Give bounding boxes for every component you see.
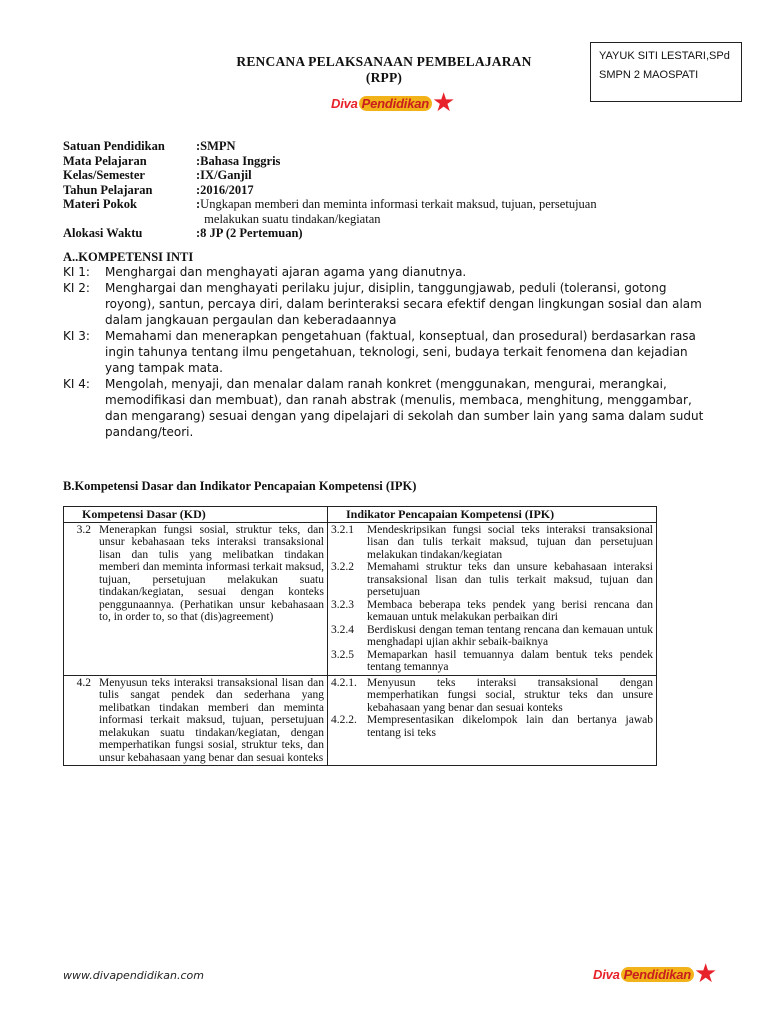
ki-code: KI 2:: [63, 281, 90, 295]
footer-url[interactable]: www.divapendidikan.com: [63, 969, 204, 982]
author-box: [590, 42, 742, 102]
logo-wordmark: [593, 967, 694, 982]
ki-item: [63, 376, 713, 440]
identity-separator: :: [196, 226, 201, 240]
identity-label: Tahun Pelajaran: [63, 182, 153, 197]
ipk-text: Mempresentasikan dikelompok lain dan bertanya jawab tentang isi teks: [367, 714, 653, 739]
identity-label: Materi Pokok: [63, 197, 137, 211]
ipk-text: Memaparkan hasil temuannya dalam bentuk teks pendek tentang temannya: [367, 648, 653, 673]
ki-code: KI 3:: [63, 329, 90, 343]
ipk-code: 3.2.5: [331, 648, 354, 661]
document-title: RENCANA PELAKSANAAN PEMBELAJARAN: [236, 54, 532, 69]
table-row: [64, 522, 657, 675]
logo-text-pendidikan: Pendidikan: [621, 967, 694, 982]
ipk-item: [331, 714, 653, 739]
ki-text: Memahami dan menerapkan pengetahuan (faktual, konseptual, dan prosedural) berdasarkan rasa ingin tahunya tentang ilmu pengetahuan, teknologi, seni, budaya terkait fenomena dan kejadian yang tampak mata.: [105, 329, 696, 375]
kd-ipk-table: [63, 506, 657, 766]
identity-block: [63, 139, 597, 241]
materi-pokok-line1: Ungkapan memberi dan meminta informasi terkait maksud, tujuan, persetujuan: [200, 197, 597, 211]
section-b-heading: B.Kompetensi Dasar dan Indikator Pencapaian Kompetensi (IPK): [63, 479, 417, 493]
identity-separator: :: [196, 168, 201, 182]
ki-code: KI 4:: [63, 377, 90, 391]
table-header-row: [64, 507, 657, 523]
document-subtitle: (RPP): [365, 70, 403, 85]
ipk-text: Menyusun teks interaksi transaksional dengan memperhatikan fungsi social, struktur teks dan unsure kebahasaan yang benar dan sesuai konteks: [367, 676, 653, 714]
identity-label: Alokasi Waktu: [63, 226, 143, 240]
ipk-text: Memahami struktur teks dan unsure kebahasaan interaksi transaksional lisan dan tulis terkait maksud, tujuan dan persetujuan: [367, 561, 653, 598]
ki-code: KI 1:: [63, 265, 90, 279]
ipk-cell: [328, 522, 657, 675]
ki-list: [63, 264, 713, 440]
logo-text-diva: Diva: [331, 95, 358, 111]
identity-separator: :: [196, 182, 201, 197]
ki-item: [63, 264, 713, 280]
column-header-ipk: Indikator Pencapaian Kompetensi (IPK): [328, 507, 657, 523]
logo-text-diva: Diva: [593, 966, 620, 982]
ki-item: [63, 280, 713, 328]
logo-star-icon: ★: [694, 959, 718, 988]
identity-value: 8 JP (2 Pertemuan): [200, 226, 303, 240]
identity-value: Bahasa Inggris: [200, 153, 281, 168]
identity-value: IX/Ganjil: [200, 168, 252, 182]
column-header-kd: Kompetensi Dasar (KD): [64, 507, 328, 523]
ipk-item: [331, 599, 653, 624]
logo-text-pendidikan: Pendidikan: [359, 96, 432, 111]
identity-label: Mata Pelajaran: [63, 153, 147, 168]
footer-logo: [593, 961, 717, 987]
kd-code: 3.2: [76, 523, 91, 536]
ipk-code: 3.2.2: [331, 561, 354, 573]
identity-row: [63, 197, 597, 226]
ipk-code: 3.2.1: [331, 523, 354, 536]
ipk-text: Membaca beberapa teks pendek yang berisi rencana dan kemauan untuk melakukan perbaikan diri: [367, 598, 653, 623]
identity-row: [63, 168, 597, 183]
kd-text: Menyusun teks interaksi transaksional lisan dan tulis sangat pendek dan sederhana yang melibatkan tindakan memberi dan meminta informasi terkait maksud, tujuan, persetujuan melakukan suatu tindakan/kegiatan, dengan memperhatikan fungsi sosial, struktur teks, dan unsur kebahasaan yang benar dan sesuai konteks: [99, 676, 324, 764]
ipk-code: 4.2.2.: [331, 714, 357, 726]
identity-separator: :: [196, 139, 201, 153]
materi-pokok-line2: melakukan suatu tindakan/kegiatan: [204, 211, 381, 226]
ki-text: Mengolah, menyaji, dan menalar dalam ranah konkret (menggunakan, mengurai, merangkai, memodifikasi dan membuat), dan ranah abstrak (menulis, membaca, menghitung, menggambar, dan mengarang) sesuai dengan yang dipelajari di sekolah dan sumber lain yang sama dalam sudut pandang/teori.: [105, 377, 704, 439]
section-a-heading: A..KOMPETENSI INTI: [63, 250, 194, 264]
ki-text: Menghargai dan menghayati ajaran agama yang dianutnya.: [105, 265, 467, 279]
identity-row: [63, 154, 597, 169]
author-name: YAYUK SITI LESTARI,SPd: [599, 50, 730, 62]
identity-row: [63, 139, 597, 154]
ipk-item: [331, 524, 653, 562]
logo-star-icon: ★: [432, 88, 456, 117]
author-school: SMPN 2 MAOSPATI: [599, 69, 699, 81]
identity-row: [63, 183, 597, 198]
ipk-cell: [328, 675, 657, 766]
logo-wordmark: [331, 96, 432, 111]
kd-cell: [64, 675, 328, 766]
ipk-code: 3.2.3: [331, 598, 354, 611]
ipk-item: [331, 677, 653, 715]
ipk-text: Berdiskusi dengan teman tentang rencana dan kemauan untuk menghadapi ujian akhir sebaik-baiknya: [367, 623, 653, 648]
identity-value: SMPN: [200, 139, 236, 153]
identity-separator: :: [196, 153, 201, 168]
kd-code: 4.2: [76, 676, 91, 689]
kd-cell: [64, 522, 328, 675]
ipk-text: Mendeskripsikan fungsi social teks interaksi transaksional lisan dan tulis terkait maksud, tujuan dan persetujuan melakukan tindakan/kegiatan: [367, 523, 653, 561]
identity-label: Kelas/Semester: [63, 168, 145, 182]
identity-value: [200, 197, 596, 226]
identity-value: 2016/2017: [200, 182, 254, 197]
header-logo: [331, 90, 455, 116]
ipk-item: [331, 649, 653, 674]
ipk-code: 4.2.1.: [331, 676, 357, 689]
identity-row: [63, 226, 597, 241]
table-row: [64, 675, 657, 766]
ipk-item: [331, 624, 653, 649]
ki-item: [63, 328, 713, 376]
ki-text: Menghargai dan menghayati perilaku jujur, disiplin, tanggungjawab, peduli (toleransi, gotong royong), santun, percaya diri, dalam berinteraksi secara efektif dengan lingkungan sosial dan alam dalam jangkauan pergaulan dan keberadaannya: [105, 281, 702, 327]
identity-label: Satuan Pendidikan: [63, 139, 165, 153]
identity-separator: :: [196, 197, 201, 211]
kd-text: Menerapkan fungsi sosial, struktur teks, dan unsur kebahasaan teks interaksi transaksional lisan dan tulis yang melibatkan tindakan memberi dan meminta informasi terkait maksud, tujuan, persetujuan melakukan suatu tindakan/kegiatan, sesuai dengan konteks penggunaannya. (Perhatikan unsur kebahasaan to, in order to, so that (dis)agreement): [99, 523, 324, 623]
ipk-code: 3.2.4: [331, 623, 354, 636]
ipk-item: [331, 561, 653, 599]
